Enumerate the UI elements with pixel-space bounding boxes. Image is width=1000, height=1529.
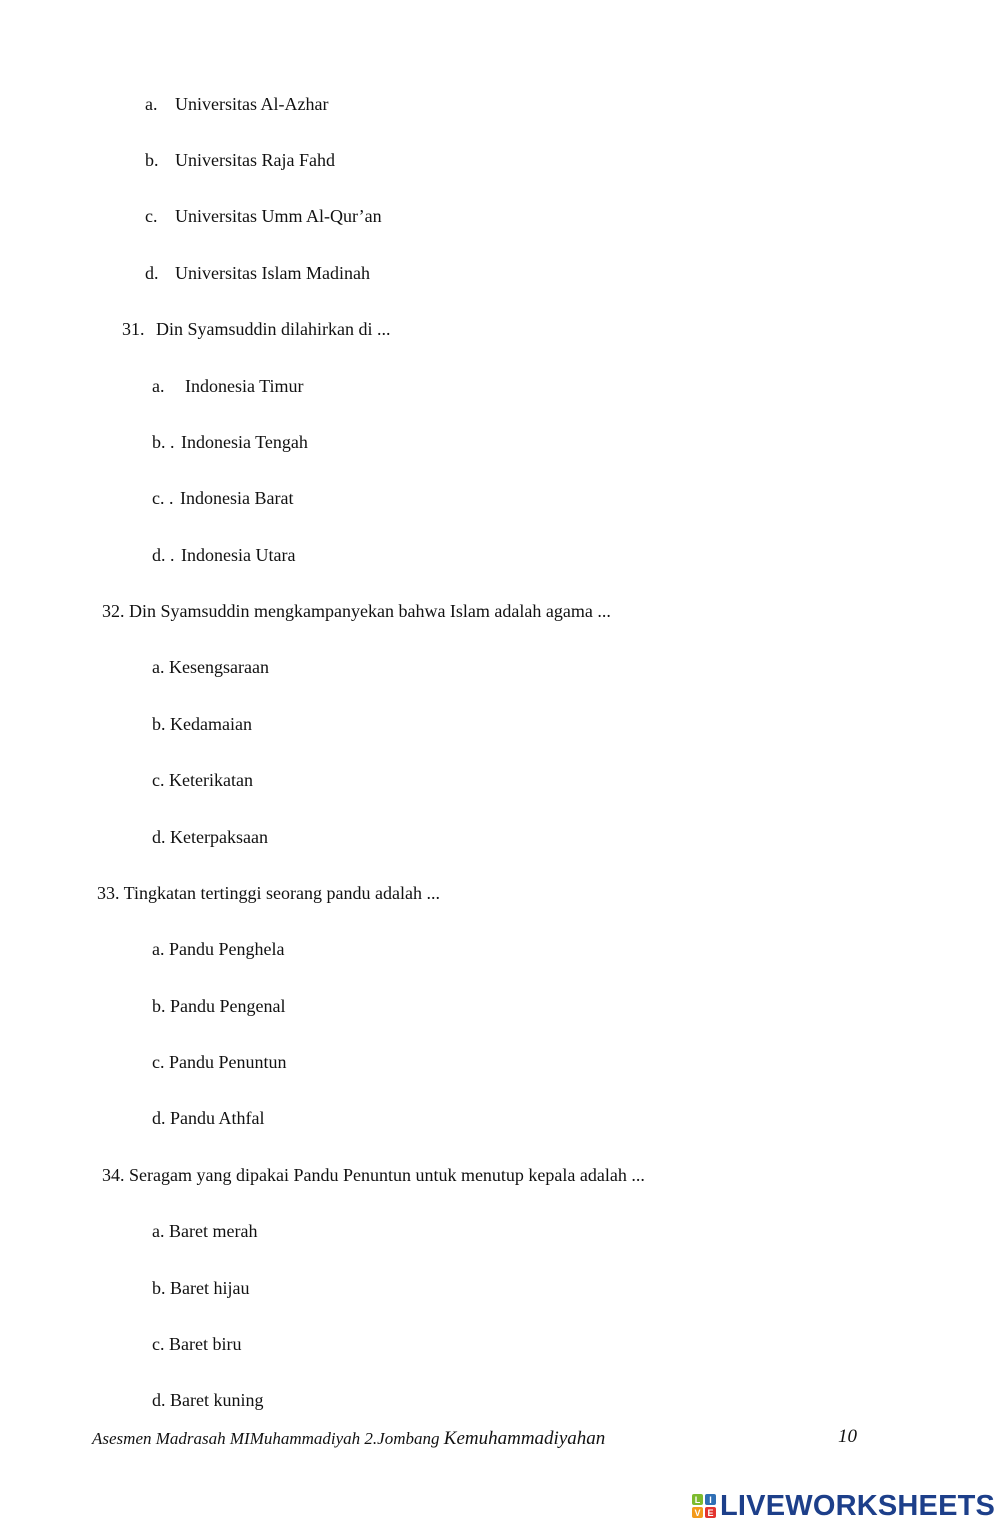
q32-option-d: d. Keterpaksaan [152,827,268,847]
q31-option-d [152,544,295,566]
tile-letter-v: V [694,1508,701,1518]
page-number: 10 [838,1426,857,1447]
option-text: Universitas Umm Al-Qur’an [175,206,382,226]
q31-option-b [152,431,308,453]
option-label: c. . [152,488,174,508]
option-label: d. . [152,545,175,565]
q32-option-a: a. Kesengsaraan [152,657,269,677]
footer-school: Asesmen Madrasah MIMuhammadiyah 2.Jombang [92,1429,440,1448]
option-label: b. [145,150,159,170]
option-text: Indonesia Barat [180,488,294,508]
option-text: Universitas Islam Madinah [175,263,370,283]
option-label: b. . [152,432,175,452]
tile-letter-e: E [707,1508,714,1518]
option-text: Indonesia Utara [181,545,296,565]
question-34: 34. Seragam yang dipakai Pandu Penuntun untuk menutup kepala adalah ... [102,1165,645,1185]
option-text: Indonesia Tengah [181,432,308,452]
option-label: c. [145,206,158,226]
question-text: Din Syamsuddin dilahirkan di ... [156,319,391,339]
q33-option-c: c. Pandu Penuntun [152,1052,287,1072]
option-label: a. [152,376,165,396]
tile-letter-l: L [694,1495,701,1505]
q32-option-c: c. Keterikatan [152,770,253,790]
option-label: d. [145,263,159,283]
question-33: 33. Tingkatan tertinggi seorang pandu adalah ... [97,883,440,903]
q31-option-c [152,487,293,509]
q30-option-c [145,205,382,227]
question-31 [122,318,390,340]
option-label: a. [145,94,158,114]
q30-option-d [145,262,370,284]
q33-option-a: a. Pandu Penghela [152,939,285,959]
tile-letter-i: I [709,1495,712,1505]
q30-option-a [145,93,328,115]
footer-subject: Kemuhammadiyahan [443,1428,606,1449]
q34-option-b: b. Baret hijau [152,1278,250,1298]
question-number: 31. [122,319,145,339]
q31-option-a [152,375,304,397]
q30-option-b [145,149,335,171]
q33-option-b: b. Pandu Pengenal [152,996,286,1016]
brand-name: LIVEWORKSHEETS [720,1489,996,1522]
page-footer [92,1428,605,1450]
liveworksheets-tiles-icon [692,1494,716,1518]
option-text: Universitas Raja Fahd [175,150,335,170]
q33-option-d: d. Pandu Athfal [152,1108,265,1128]
question-32: 32. Din Syamsuddin mengkampanyekan bahwa Islam adalah agama ... [102,601,611,621]
q34-option-c: c. Baret biru [152,1334,242,1354]
q34-option-d: d. Baret kuning [152,1390,264,1410]
option-text: Indonesia Timur [185,376,304,396]
q34-option-a: a. Baret merah [152,1221,258,1241]
option-text: Universitas Al-Azhar [175,94,329,114]
liveworksheets-logo [692,1490,995,1522]
q32-option-b: b. Kedamaian [152,714,252,734]
